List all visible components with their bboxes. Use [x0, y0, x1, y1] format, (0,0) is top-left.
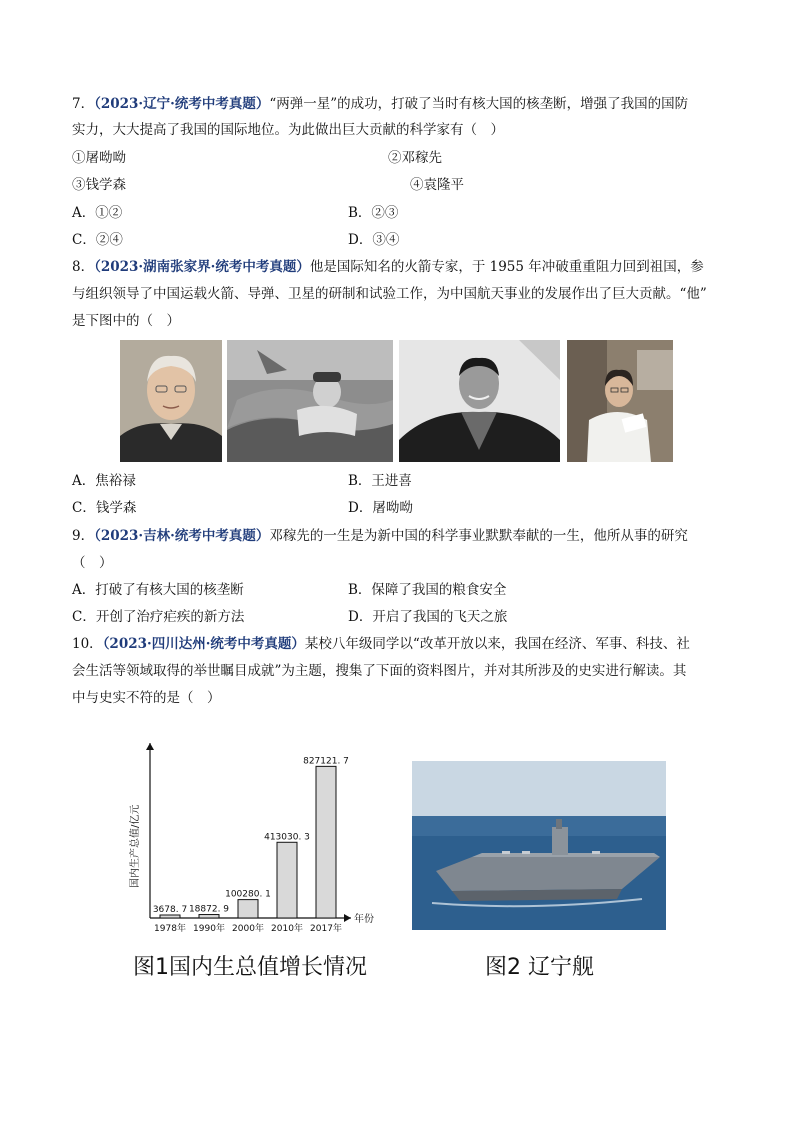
q10-text: 某校八年级同学以“改革开放以来，我国在经济、军事、科技、社 [304, 636, 690, 652]
chart-x-axis-arrow [344, 914, 351, 922]
q9-source: （2023·吉林·统考中考真题） [94, 528, 270, 544]
chart-bar [160, 915, 180, 918]
q7-number: 7． [72, 96, 95, 112]
chart-value-label: 827121. 7 [303, 756, 349, 767]
q8-text: 他是国际知名的火箭专家，于 1955 年冲破重重阻力回到祖国，参 [309, 259, 704, 275]
q10-line2: 会生活等领域取得的举世瞩目成就”为主题，搜集了下面的资料图片，并对其所涉及的史实进行解读。其 [72, 663, 687, 679]
q7-option-b[interactable]: B．②③ [348, 205, 399, 221]
chart-bar [199, 915, 219, 918]
chart-x-axis-label: 年份 [354, 914, 374, 925]
chart-tick-label: 2010年 [271, 924, 303, 934]
q8-line3: 是下图中的（ ） [72, 313, 180, 329]
chart-tick-label: 1990年 [193, 924, 225, 934]
q8-option-d[interactable]: D．屠呦呦 [348, 500, 413, 516]
q8-number: 8． [72, 259, 95, 275]
q8-source: （2023·湖南张家界·统考中考真题） [94, 259, 310, 275]
q9-number: 9． [72, 528, 95, 544]
photo-liaoning-carrier [412, 761, 666, 930]
chart-value-label: 413030. 3 [264, 832, 310, 843]
chart-bar [238, 900, 258, 918]
q9-text: 邓稼先的一生是为新中国的科学事业默默奉献的一生，他所从事的研究 [269, 528, 688, 544]
q7-line2: 实力，大大提高了我国的国际地位。为此做出巨大贡献的科学家有（ ） [72, 122, 504, 138]
chart-y-axis-arrow [146, 743, 154, 750]
q9-option-c[interactable]: C．开创了治疗疟疾的新方法 [72, 609, 245, 625]
chart-tick-label: 2000年 [232, 924, 264, 934]
q8-option-c[interactable]: C．钱学森 [72, 500, 137, 516]
q7-line1 [72, 95, 688, 113]
q10-number: 10． [72, 636, 103, 652]
chart-value-label: 100280. 1 [225, 889, 271, 900]
photo-bw-man-smiling [399, 340, 560, 462]
q10-source: （2023·四川达州·统考中考真题） [102, 636, 305, 652]
q9-option-d[interactable]: D．开启了我国的飞天之旅 [348, 609, 508, 625]
q7-option-d[interactable]: D．③④ [348, 232, 400, 248]
photo-scientist-in-lab [567, 340, 673, 462]
chart-value-label: 18872. 9 [188, 904, 230, 915]
q9-option-b[interactable]: B．保障了我国的粮食安全 [348, 582, 507, 598]
q8-option-b[interactable]: B．王进喜 [348, 473, 412, 489]
q7-option-a[interactable]: A．①② [72, 205, 123, 221]
q9-line2: （ ） [72, 555, 113, 571]
chart-bar [277, 842, 297, 918]
chart-bar [316, 766, 336, 918]
q7-item-1: ①屠呦呦 [72, 150, 126, 166]
q8-line2: 与组织领导了中国运载火箭、导弹、卫星的研制和试验工作，为中国航天事业的发展作出了巨大贡献。“他” [72, 286, 707, 302]
photo-portrait-1 [120, 340, 222, 462]
chart-value-label: 3678. 7 [152, 905, 188, 915]
gdp-bar-chart [125, 735, 375, 940]
q8-option-a[interactable]: A．焦裕禄 [72, 473, 136, 489]
figure2-caption: 图2 辽宁舰 [485, 955, 594, 980]
q7-source: （2023·辽宁·统考中考真题） [94, 96, 270, 112]
q10-line3: 中与史实不符的是（ ） [72, 690, 221, 706]
photo-bw-worker-in-mud [227, 340, 393, 462]
q9-line1 [72, 527, 688, 545]
chart-tick-label: 2017年 [310, 924, 342, 934]
chart-y-axis-label: 国内生产总值/亿元 [130, 804, 141, 888]
q7-text: “两弹一星”的成功，打破了当时有核大国的核垄断，增强了我国的国防 [269, 96, 689, 112]
figure1-caption: 图1国内生总值增长情况 [133, 955, 367, 980]
q7-item-2: ②邓稼先 [388, 150, 442, 166]
chart-tick-label: 1978年 [154, 924, 186, 934]
q10-line1 [72, 635, 690, 653]
q7-option-c[interactable]: C．②④ [72, 232, 123, 248]
q8-line1 [72, 258, 704, 276]
q9-option-a[interactable]: A．打破了有核大国的核垄断 [72, 582, 244, 598]
q7-item-4: ④袁隆平 [410, 177, 464, 193]
q7-item-3: ③钱学森 [72, 177, 126, 193]
